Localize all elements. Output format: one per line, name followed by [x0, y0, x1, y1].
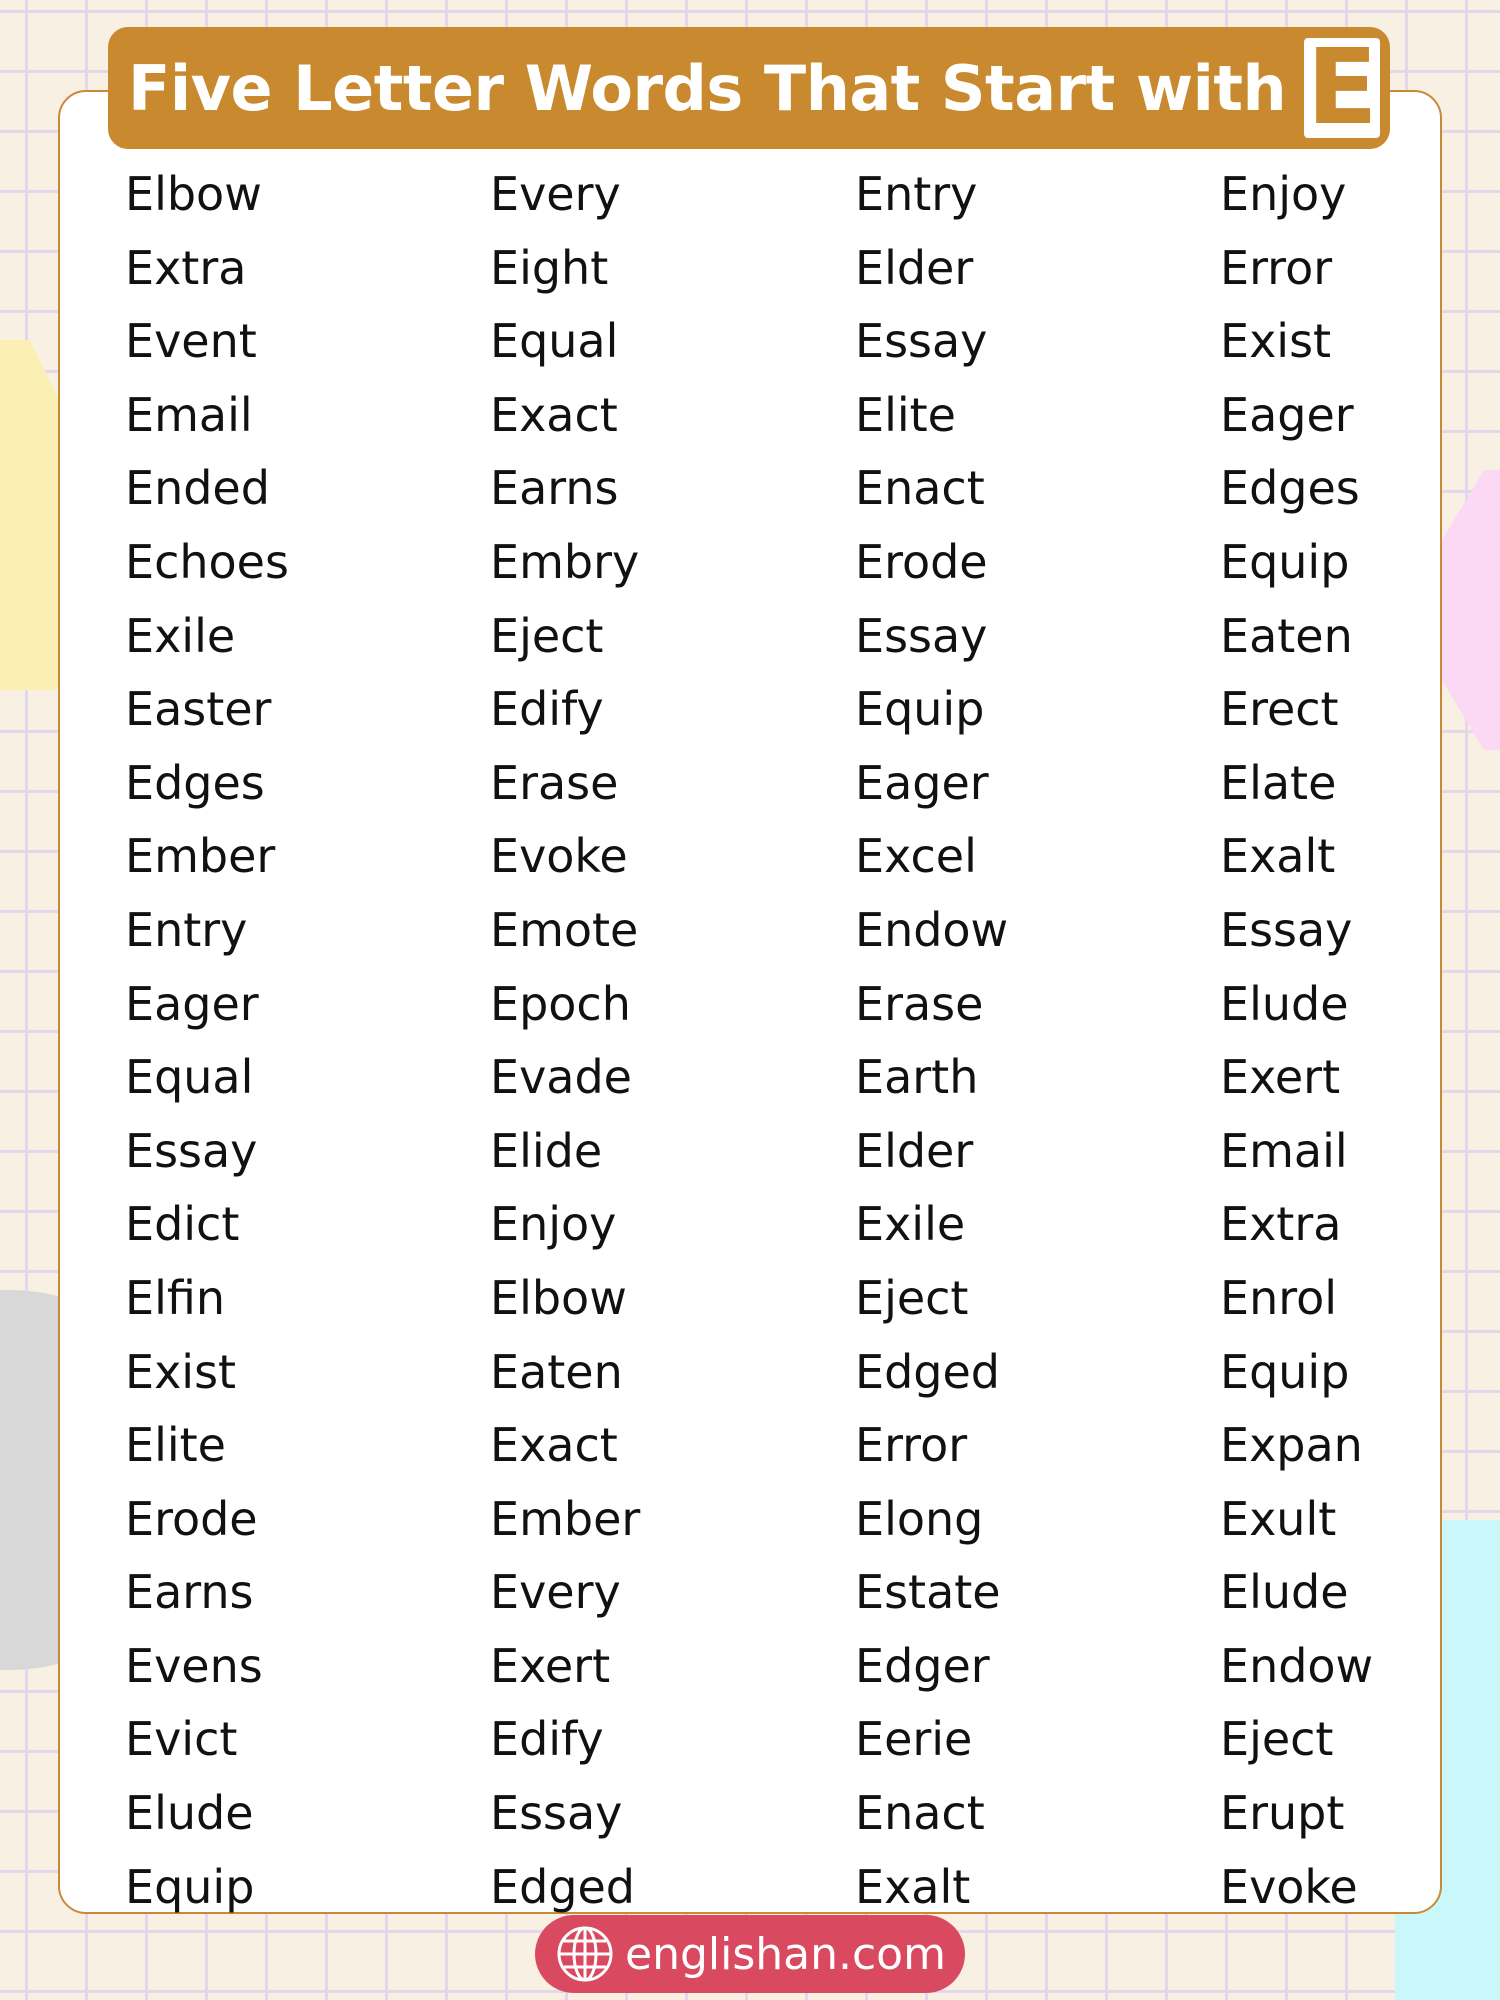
word-item: Error [1220, 240, 1333, 295]
word-item: Epoch [490, 976, 631, 1031]
word-item: Elate [1220, 755, 1337, 810]
word-item: Entry [125, 902, 248, 957]
word-item: Extra [125, 240, 247, 295]
website-badge[interactable] [535, 1915, 965, 1993]
word-item: Ended [125, 461, 270, 516]
word-item: Every [490, 167, 621, 221]
word-item: Exact [490, 1418, 618, 1473]
word-item: Exist [1220, 314, 1332, 369]
word-item: Exist [125, 1344, 237, 1399]
word-item: Erect [1220, 682, 1339, 737]
word-item: Equal [490, 314, 619, 369]
page-title: Five Letter Words That Start with [128, 51, 1287, 125]
word-item: Equip [1220, 1344, 1350, 1399]
word-item: Eager [125, 976, 259, 1031]
word-item: Endow [855, 902, 1009, 957]
word-item: Error [855, 1418, 968, 1473]
word-item: Eaten [1220, 608, 1353, 663]
word-item: Embry [490, 534, 640, 589]
word-item: Elide [490, 1123, 603, 1178]
word-item: Eject [490, 608, 604, 663]
word-item: Exact [490, 387, 618, 442]
word-item: Evens [125, 1638, 263, 1693]
word-item: Elude [1220, 1565, 1349, 1620]
word-item: Elude [125, 1786, 254, 1841]
word-item: Exile [125, 608, 236, 663]
word-item: Erase [490, 755, 619, 810]
word-item: Email [1220, 1123, 1348, 1178]
word-item: Earns [125, 1565, 254, 1620]
word-item: Earth [855, 1050, 979, 1105]
word-item: Elite [125, 1418, 226, 1473]
title-banner [108, 27, 1390, 149]
word-item: Equip [125, 1859, 255, 1914]
word-item: Elbow [125, 167, 262, 221]
word-item: Elite [855, 387, 956, 442]
word-item: Elder [855, 1123, 974, 1178]
word-item: Equal [125, 1050, 254, 1105]
word-item: Edges [125, 755, 265, 810]
word-item: Edify [490, 1712, 604, 1767]
word-item: Estate [855, 1565, 1001, 1620]
word-item: Evict [125, 1712, 238, 1767]
word-item: Evoke [490, 829, 628, 884]
word-item: Eject [1220, 1712, 1334, 1767]
word-item: Edict [125, 1197, 240, 1252]
word-item: Easter [125, 682, 272, 737]
word-item: Evade [490, 1050, 632, 1105]
word-item: Essay [855, 608, 988, 663]
word-item: Enjoy [490, 1197, 617, 1252]
word-item: Exert [490, 1638, 611, 1693]
word-item: Enjoy [1220, 167, 1347, 221]
word-item: Extra [1220, 1197, 1342, 1252]
word-item: Elbow [490, 1270, 627, 1325]
title-letter-badge: E [1304, 38, 1380, 138]
word-item: Eject [855, 1270, 969, 1325]
word-item: Edged [490, 1859, 635, 1914]
word-item: Exult [1220, 1491, 1337, 1546]
word-item: Ember [490, 1491, 641, 1546]
website-url: englishan.com [625, 1928, 946, 1980]
word-item: Excel [855, 829, 977, 884]
word-item: Emote [490, 902, 639, 957]
word-item: Essay [490, 1786, 623, 1841]
word-item: Echoes [125, 534, 289, 589]
word-item: Essay [855, 314, 988, 369]
word-item: Edges [1220, 461, 1360, 516]
word-item: Essay [125, 1123, 258, 1178]
word-item: Edger [855, 1638, 990, 1693]
word-item: Edify [490, 682, 604, 737]
word-item: Erode [855, 534, 988, 589]
word-item: Elder [855, 240, 974, 295]
word-item: Equip [855, 682, 985, 737]
word-item: Every [490, 1565, 621, 1620]
word-item: Enact [855, 461, 985, 516]
word-item: Essay [1220, 902, 1353, 957]
word-item: Evoke [1220, 1859, 1358, 1914]
word-item: Equip [1220, 534, 1350, 589]
word-item: Ember [125, 829, 276, 884]
word-item: Erupt [1220, 1786, 1345, 1841]
word-item: Enact [855, 1786, 985, 1841]
word-item: Eight [490, 240, 609, 295]
word-item: Exalt [855, 1859, 971, 1914]
word-item: Elude [1220, 976, 1349, 1031]
word-item: Earns [490, 461, 619, 516]
word-item: Eaten [490, 1344, 623, 1399]
word-item: Eager [855, 755, 989, 810]
word-item: Endow [1220, 1638, 1374, 1693]
word-item: Entry [855, 167, 978, 221]
word-item: Exalt [1220, 829, 1336, 884]
word-item: Eager [1220, 387, 1354, 442]
word-item: Event [125, 314, 257, 369]
word-item: Eerie [855, 1712, 973, 1767]
word-item: Expan [1220, 1418, 1363, 1473]
word-item: Erode [125, 1491, 258, 1546]
word-item: Elong [855, 1491, 984, 1546]
word-item: Elfin [125, 1270, 225, 1325]
word-item: Exile [855, 1197, 966, 1252]
word-item: Edged [855, 1344, 1000, 1399]
word-item: Email [125, 387, 253, 442]
globe-icon [555, 1924, 615, 1984]
word-item: Enrol [1220, 1270, 1338, 1325]
word-item: Exert [1220, 1050, 1341, 1105]
word-item: Erase [855, 976, 984, 1031]
word-grid [125, 158, 1425, 1914]
